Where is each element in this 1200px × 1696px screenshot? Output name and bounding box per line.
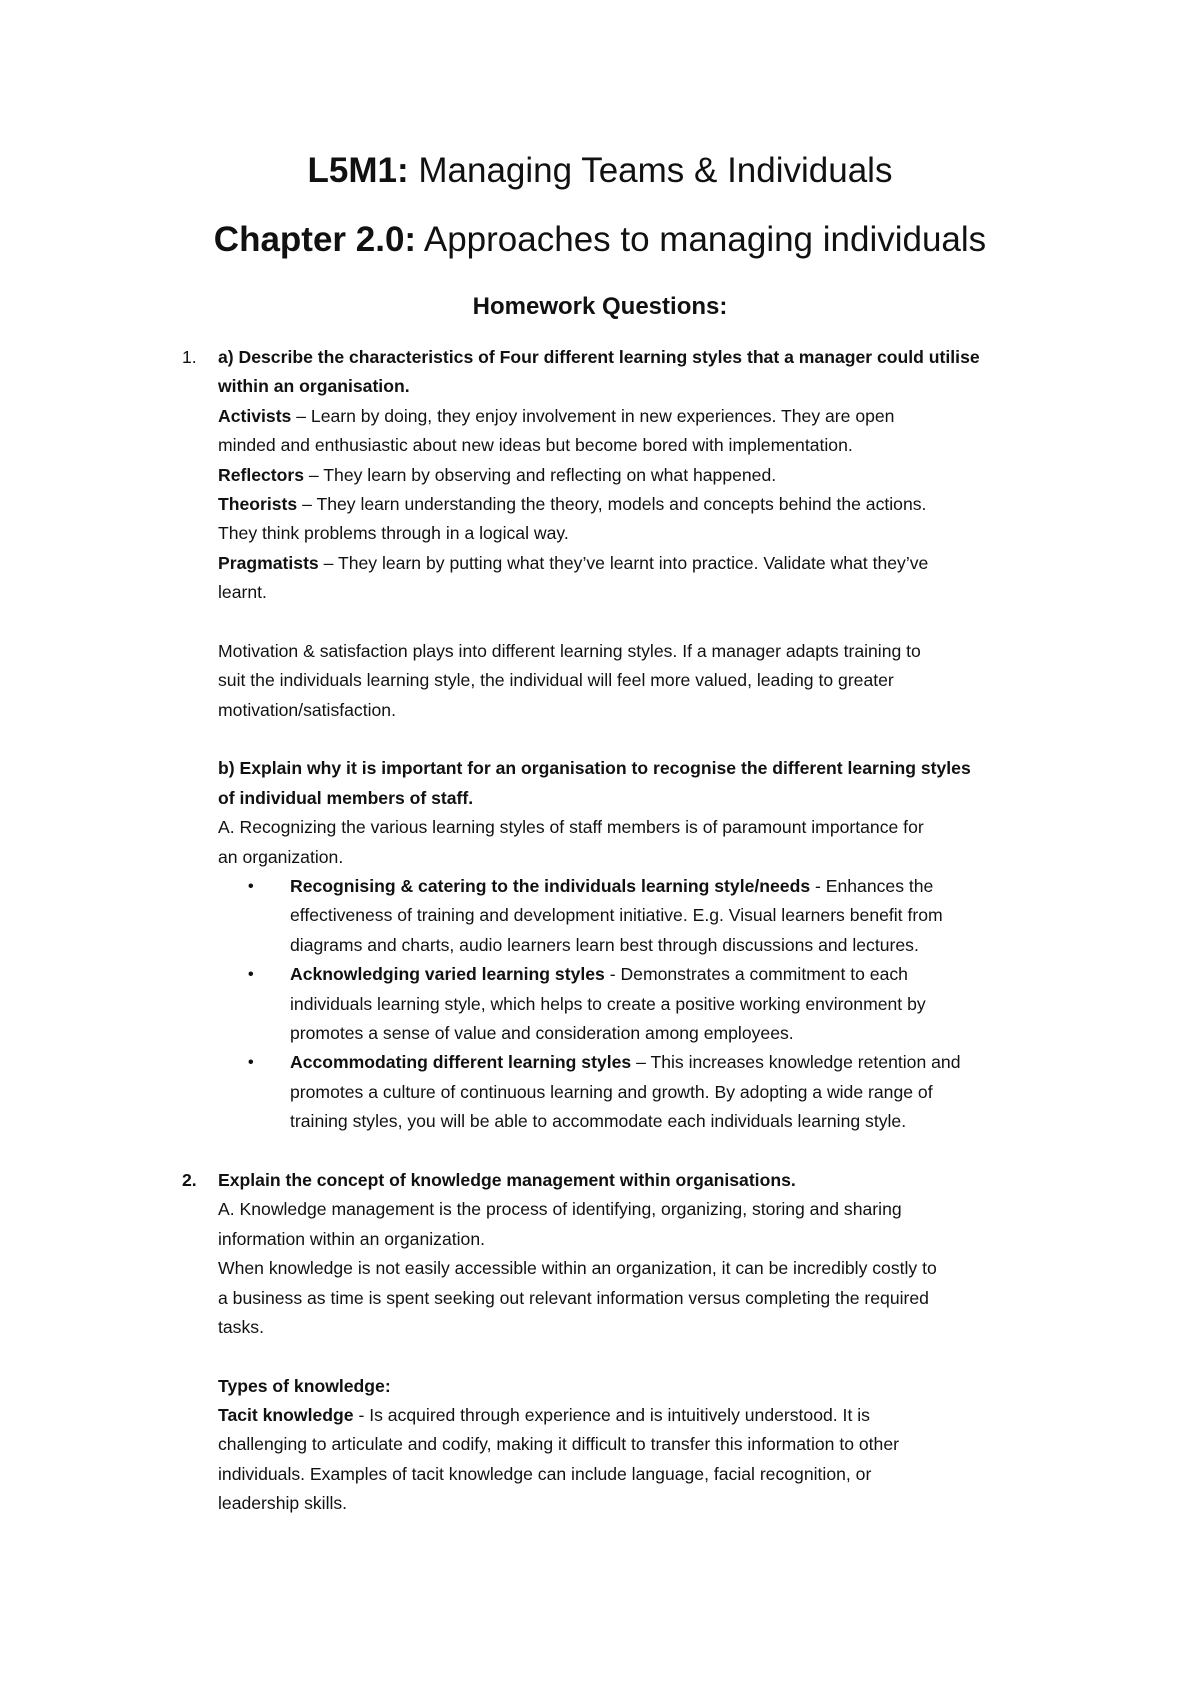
spacer	[218, 608, 1078, 637]
style-term: Reflectors	[218, 464, 305, 485]
style-reflectors: Reflectors – They learn by observing and reflecting on what happened.	[218, 464, 777, 485]
q1a-question-line-2: within an organisation.	[218, 376, 410, 397]
types-heading: Types of knowledge:	[218, 1375, 391, 1396]
motivation-line-3: motivation/satisfaction.	[218, 699, 396, 720]
chapter-name: Approaches to managing individuals	[416, 220, 987, 259]
style-pragmatists-cont: learnt.	[218, 582, 267, 603]
bullet-term: Acknowledging varied learning styles	[290, 964, 605, 985]
motivation-line-2: suit the individuals learning style, the individual will feel more valued, leading to greater	[218, 670, 894, 691]
q1b-answer-line-2: an organization.	[218, 846, 344, 867]
bullet-icon: •	[248, 1054, 254, 1072]
q2-answer-line-2: information within an organization.	[218, 1228, 485, 1249]
style-term: Activists	[218, 405, 292, 426]
q2-number: 2.	[182, 1169, 197, 1190]
q2-question: 2. Explain the concept of knowledge management within organisations.	[218, 1166, 1078, 1195]
tacit-term: Tacit knowledge	[218, 1405, 354, 1426]
question-1-section	[182, 343, 1078, 1519]
tacit-line-3: individuals. Examples of tacit knowledge can include language, facial recognition, or	[218, 1463, 872, 1484]
q2-answer-line-1: A. Knowledge management is the process of identifying, organizing, storing and sharing	[218, 1199, 902, 1220]
chapter-title	[0, 218, 1200, 262]
q2-para-line-1: When knowledge is not easily accessible within an organization, it can be incredibly costly to	[218, 1258, 937, 1279]
spacer	[218, 725, 1078, 754]
q1b-question-line-2: of individual members of staff.	[218, 787, 474, 808]
bullet-icon: •	[248, 878, 254, 896]
module-name: Managing Teams & Individuals	[408, 151, 893, 190]
bullet-term: Recognising & catering to the individuals learning style/needs	[290, 876, 811, 897]
spacer	[218, 1137, 1078, 1166]
tacit-line-2: challenging to articulate and codify, making it difficult to transfer this information to other	[218, 1434, 899, 1455]
answer-label: A.	[218, 1199, 235, 1220]
style-activists: Activists – Learn by doing, they enjoy involvement in new experiences. They are open	[218, 405, 895, 426]
style-theorists-cont: They think problems through in a logical way.	[218, 523, 569, 544]
module-code: L5M1:	[307, 151, 409, 190]
bullet-item-recognising: • Recognising & catering to the individuals learning style/needs - Enhances the effectiveness of training and development initiative. E.g. Visual learners benefit from diagrams and charts, audio learners learn best through discussions and lectures.	[218, 872, 1078, 960]
tacit-line-4: leadership skills.	[218, 1493, 348, 1514]
style-theorists: Theorists – They learn understanding the theory, models and concepts behind the actions.	[218, 493, 927, 514]
q1b-question-line-1: b) Explain why it is important for an organisation to recognise the different learning styles	[218, 758, 971, 779]
bullet-item-accommodating: • Accommodating different learning styles – This increases knowledge retention and promotes a culture of continuous learning and growth. By adopting a wide range of training styles, you will be able to accommodate each individuals learning style.	[218, 1048, 1078, 1136]
style-term: Pragmatists	[218, 552, 319, 573]
q2-para-line-2: a business as time is spent seeking out relevant information versus completing the required	[218, 1287, 929, 1308]
q2-para-line-3: tasks.	[218, 1316, 264, 1337]
bullet-term: Accommodating different learning styles	[290, 1052, 632, 1073]
tacit-line-1: Tacit knowledge - Is acquired through experience and is intuitively understood. It is	[218, 1405, 870, 1426]
q1a-question-line-1: 1. a) Describe the characteristics of Four different learning styles that a manager could utilise	[218, 343, 1078, 372]
answer-label: A.	[218, 817, 235, 838]
style-pragmatists: Pragmatists – They learn by putting what they’ve learnt into practice. Validate what they’ve	[218, 552, 929, 573]
bullet-item-acknowledging: • Acknowledging varied learning styles - Demonstrates a commitment to each individuals learning style, which helps to create a positive working environment by promotes a sense of value and consideration among employees.	[218, 960, 1078, 1048]
style-term: Theorists	[218, 493, 298, 514]
homework-heading: Homework Questions:	[472, 293, 728, 320]
module-title	[0, 149, 1200, 193]
q1b-answer-line-1: A. Recognizing the various learning styles of staff members is of paramount importance for	[218, 817, 924, 838]
bullet-icon: •	[248, 966, 254, 984]
motivation-line-1: Motivation & satisfaction plays into different learning styles. If a manager adapts training to	[218, 640, 921, 661]
q1-number: 1.	[182, 347, 197, 367]
chapter-number: Chapter 2.0:	[213, 220, 417, 259]
style-activists-cont: minded and enthusiastic about new ideas but become bored with implementation.	[218, 435, 853, 456]
spacer	[218, 1342, 1078, 1371]
